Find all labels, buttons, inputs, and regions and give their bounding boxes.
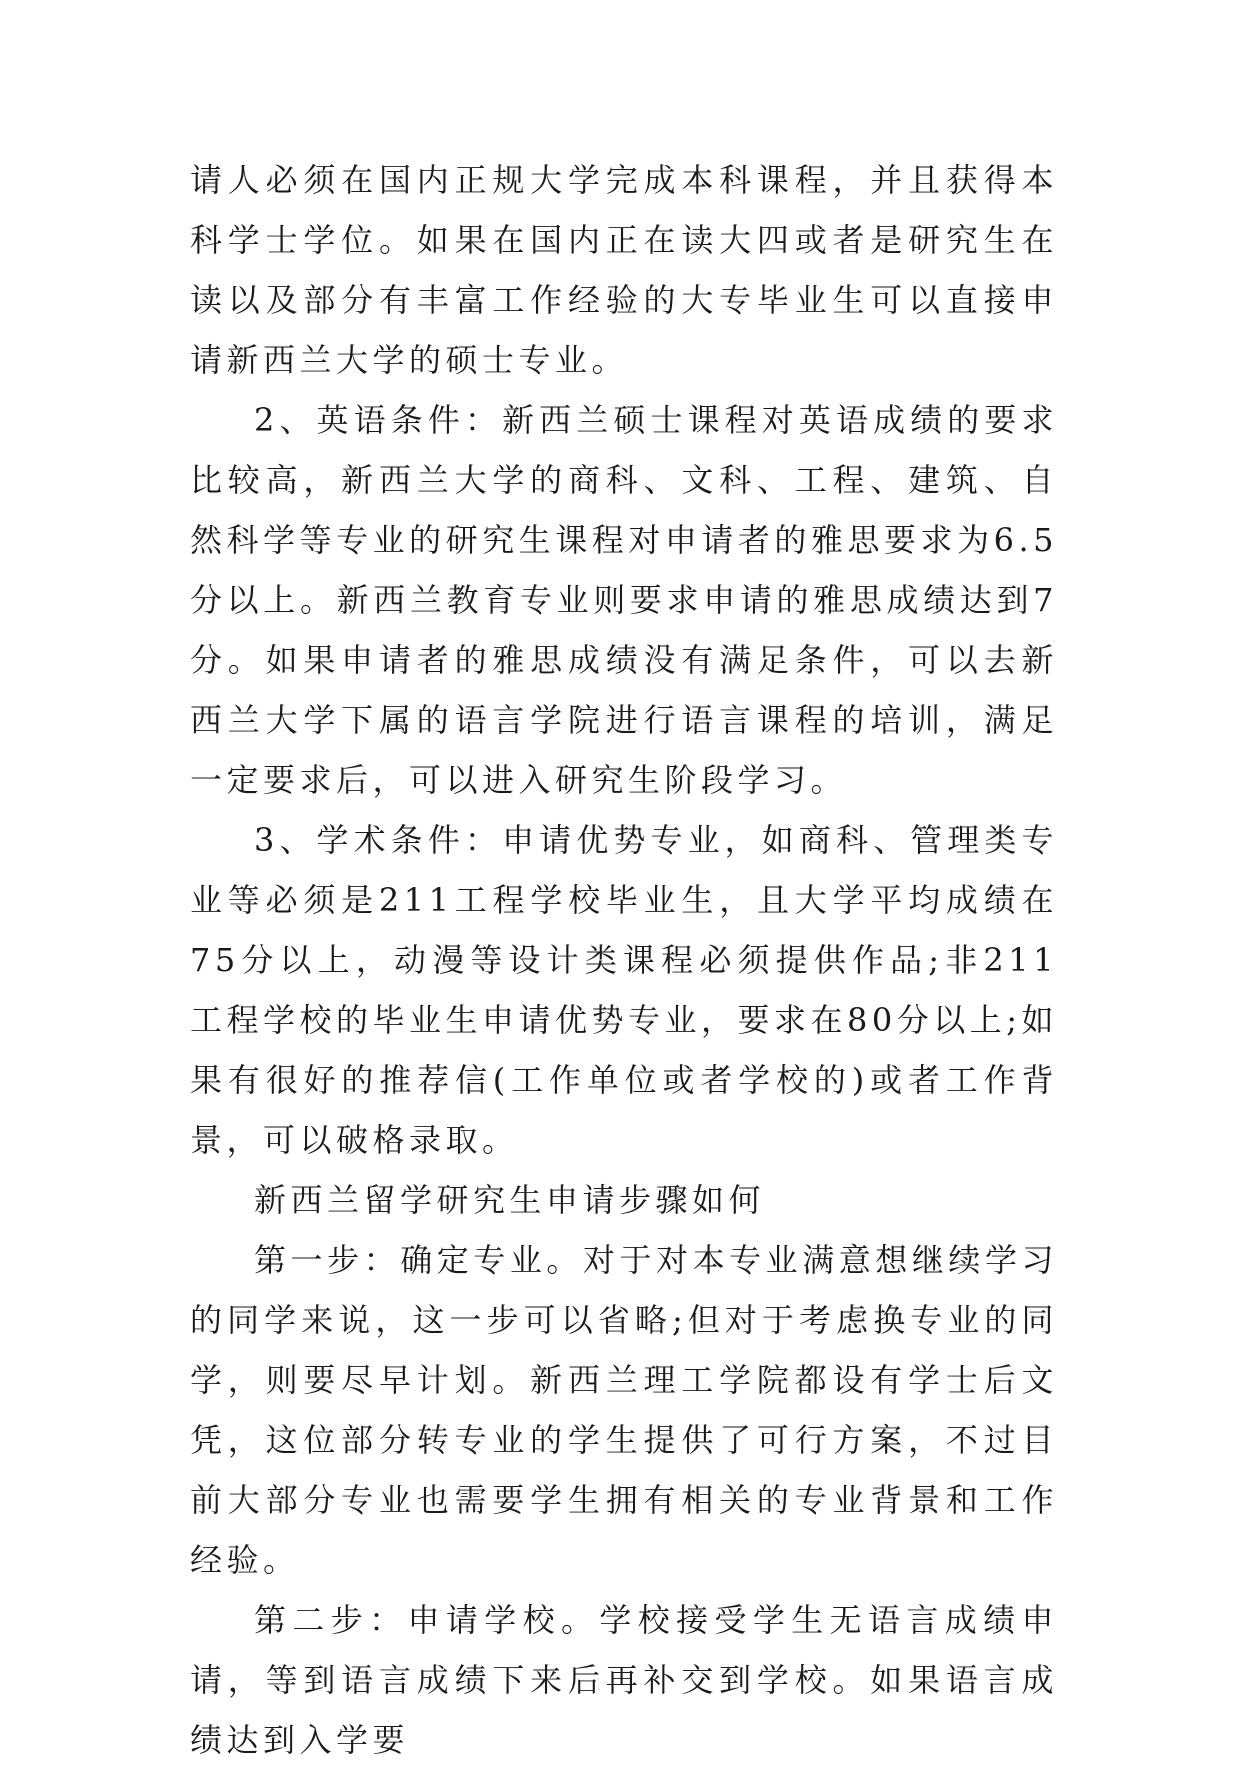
paragraph-step-one: 第一步：确定专业。对于对本专业满意想继续学习的同学来说，这一步可以省略;但对于考虑换专业的同学，则要尽早计划。新西兰理工学院都设有学士后文凭，这位部分转专业的学生提供了可行方案，不过目前大部分专业也需要学生拥有相关的专业背景和工作经验。 — [190, 1241, 1058, 1579]
document-page — [190, 150, 1058, 1770]
paragraph-degree-requirement: 请人必须在国内正规大学完成本科课程，并且获得本科学士学位。如果在国内正在读大四或者是研究生在读以及部分有丰富工作经验的大专毕业生可以直接申请新西兰大学的硕士专业。 — [190, 161, 1058, 379]
section-heading-application-steps: 新西兰留学研究生申请步骤如何 — [254, 1181, 766, 1219]
paragraph-step-two: 第二步：申请学校。学校接受学生无语言成绩申请，等到语言成绩下来后再补交到学校。如果语言成绩达到入学要 — [190, 1601, 1058, 1759]
paragraph-english-requirement: 2、英语条件：新西兰硕士课程对英语成绩的要求比较高，新西兰大学的商科、文科、工程、建筑、自然科学等专业的研究生课程对申请者的雅思要求为6.5分以上。新西兰教育专业则要求申请的雅思成绩达到7分。如果申请者的雅思成绩没有满足条件，可以去新西兰大学下属的语言学院进行语言课程的培训，满足一定要求后，可以进入研究生阶段学习。 — [190, 401, 1058, 799]
paragraph-academic-requirement: 3、学术条件：申请优势专业，如商科、管理类专业等必须是211工程学校毕业生，且大学平均成绩在75分以上，动漫等设计类课程必须提供作品;非211工程学校的毕业生申请优势专业，要求在80分以上;如果有很好的推荐信(工作单位或者学校的)或者工作背景，可以破格录取。 — [190, 821, 1059, 1159]
